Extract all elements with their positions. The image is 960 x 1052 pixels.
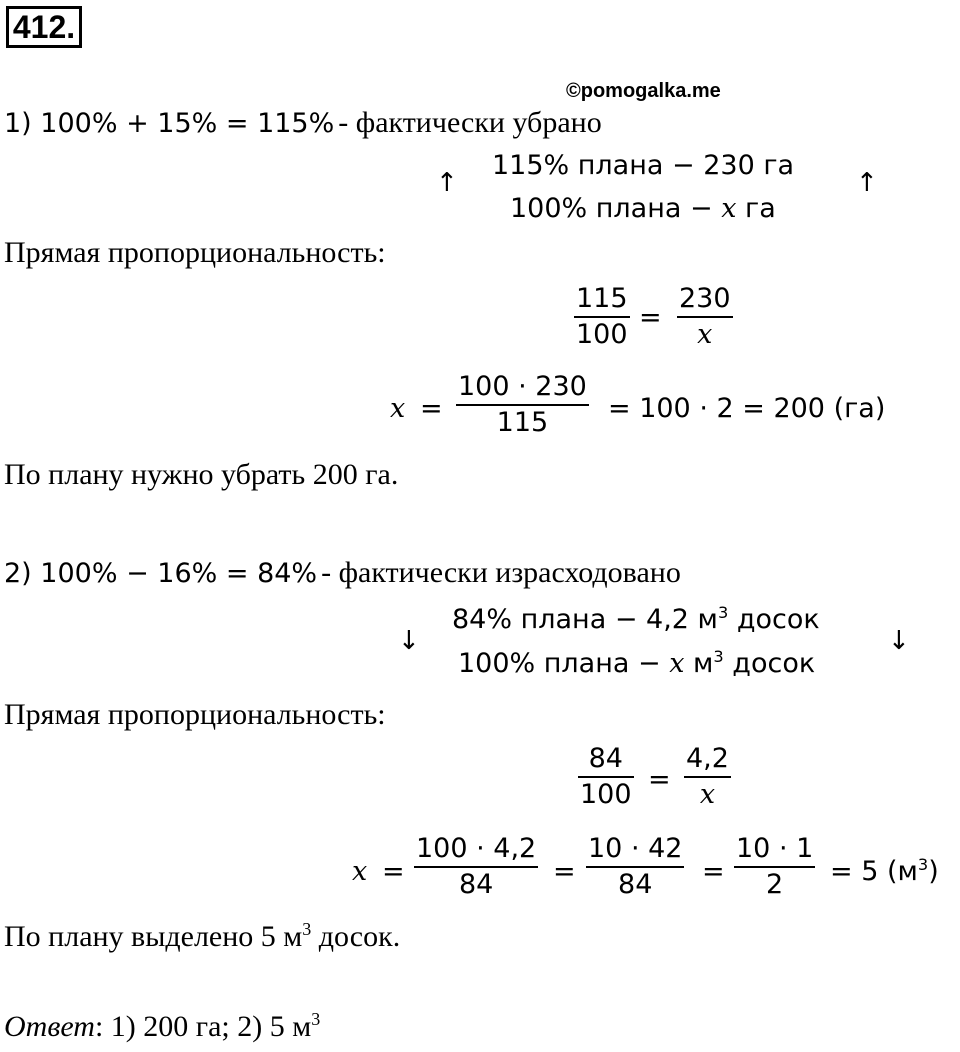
part2-relation-label: Прямая пропорциональность: <box>4 698 386 731</box>
part2-proportion-line2-tail: досок <box>723 648 816 679</box>
fraction-numerator: 84 <box>588 743 623 774</box>
fraction-numerator: 230 <box>679 283 731 314</box>
fraction-numerator: 10 · 1 <box>736 833 814 864</box>
part2-arrow-right-icon: ↓ <box>888 626 910 656</box>
part1-equation: 1) 100% + 15% = 115% <box>4 108 335 139</box>
part1-solve-fraction <box>456 370 589 440</box>
superscript: 3 <box>917 855 929 874</box>
part2-solve-equals-3: = <box>702 856 725 887</box>
fraction-denominator: 100 <box>576 319 628 350</box>
part1-arrow-left-icon: ↑ <box>436 168 458 198</box>
part2-proportion-line2-unit: м <box>684 648 714 679</box>
watermark: ©pomogalka.me <box>566 80 721 102</box>
closing-paren: ) <box>928 856 939 887</box>
part1-equation-line <box>4 106 602 140</box>
part1-proportion-line2-text: 100% плана − <box>510 193 722 224</box>
part1-note: - фактически убрано <box>338 106 602 139</box>
part1-proportion-unit: га <box>736 193 776 224</box>
answer-text: : 1) 200 га; 2) 5 м <box>94 1010 312 1043</box>
fraction-numerator: 100 · 230 <box>458 371 587 402</box>
fraction-denominator: 100 <box>580 779 632 810</box>
fraction-numerator: 10 · 42 <box>588 833 683 864</box>
part2-proportion-variable: x <box>669 648 685 679</box>
part2-conclusion <box>4 920 400 954</box>
superscript: 3 <box>311 1009 321 1029</box>
fraction-denominator: x <box>699 779 716 810</box>
problem-number: 412. <box>6 6 82 48</box>
part2-solve-fraction-2 <box>586 832 684 902</box>
part1-ratio-left <box>574 282 630 352</box>
fraction-denominator: x <box>697 319 713 350</box>
fraction-numerator: 4,2 <box>686 743 729 774</box>
fraction-numerator: 115 <box>576 283 628 314</box>
superscript: 3 <box>302 919 312 939</box>
part2-proportion-line1-text: 84% плана − 4,2 м <box>452 604 718 635</box>
part2-solve-result-text: = 5 (м <box>830 856 918 887</box>
part2-solve-result <box>830 856 939 887</box>
part2-solve-fraction-3 <box>734 832 815 902</box>
part2-solve-variable: x <box>352 856 368 887</box>
part2-proportion-line2 <box>458 648 815 679</box>
fraction-denominator: 2 <box>766 869 784 900</box>
part2-conclusion-tail: досок. <box>311 920 401 953</box>
part2-proportion-line1-unit: досок <box>728 604 820 635</box>
part1-proportion-variable: x <box>721 193 737 224</box>
fraction-denominator: 115 <box>496 407 549 438</box>
part2-ratio-left <box>578 742 634 812</box>
part2-arrow-left-icon: ↓ <box>398 626 420 656</box>
part1-solve-result: = 100 · 2 = 200 (га) <box>608 393 886 424</box>
part2-conclusion-text: По плану выделено 5 м <box>4 920 303 953</box>
part2-ratio-equals: = <box>648 764 671 795</box>
part2-solve-equals-2: = <box>553 856 576 887</box>
part2-solve-fraction-1 <box>414 832 538 902</box>
part2-proportion-line1 <box>452 604 820 635</box>
part1-arrow-right-icon: ↑ <box>856 168 878 198</box>
part1-solve-variable: x <box>390 393 406 424</box>
part2-proportion-line2-text: 100% плана − <box>458 648 670 679</box>
fraction-denominator: 84 <box>458 869 494 900</box>
part2-ratio-right <box>684 742 731 812</box>
answer-line <box>4 1010 320 1044</box>
part1-conclusion: По плану нужно убрать 200 га. <box>4 458 399 491</box>
part2-note: - фактически израсходовано <box>321 556 681 589</box>
fraction-denominator: 84 <box>618 869 653 900</box>
part2-equation: 2) 100% − 16% = 84% <box>4 558 318 589</box>
part1-proportion-line2 <box>510 193 776 224</box>
part2-solve-equals: = <box>382 856 405 887</box>
part1-solve-equals: = <box>420 393 443 424</box>
part1-ratio-equals: = <box>639 302 662 333</box>
superscript: 3 <box>713 647 724 666</box>
superscript: 3 <box>717 603 729 622</box>
part2-equation-line <box>4 556 681 590</box>
part1-proportion-line1: 115% плана − 230 га <box>492 150 795 181</box>
part1-ratio-right <box>677 282 733 352</box>
answer-label: Ответ <box>4 1010 95 1043</box>
part1-relation-label: Прямая пропорциональность: <box>4 236 386 269</box>
fraction-numerator: 100 · 4,2 <box>416 833 537 864</box>
